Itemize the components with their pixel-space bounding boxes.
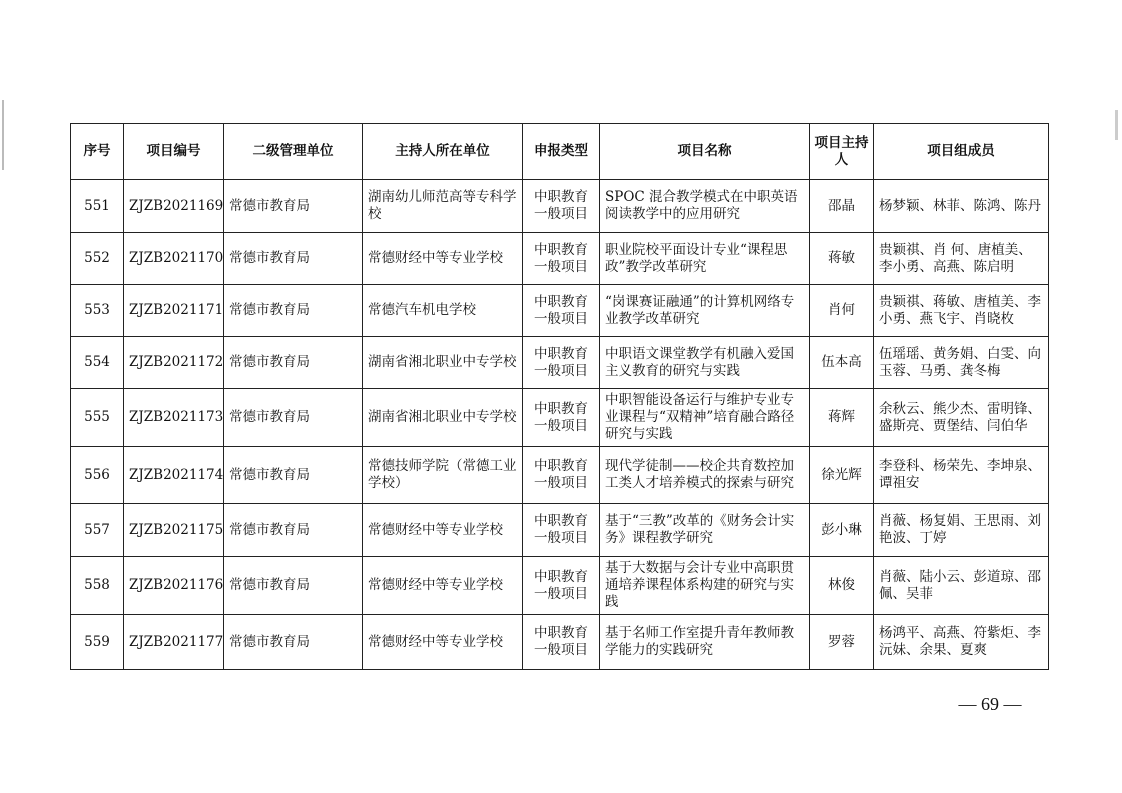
header-unit: 二级管理单位 — [224, 124, 363, 180]
cell-name: 中职语文课堂教学有机融入爱国主义教育的研究与实践 — [600, 337, 810, 389]
cell-seq: 556 — [71, 447, 124, 504]
cell-code: ZJZB2021169 — [124, 180, 224, 233]
cell-unit: 常德市教育局 — [224, 180, 363, 233]
cell-type: 中职教育一般项目 — [523, 557, 600, 615]
table-row — [71, 557, 1049, 615]
header-host: 项目主持人 — [810, 124, 874, 180]
cell-members: 肖薇、陆小云、彭道琼、邵佩、吴菲 — [874, 557, 1049, 615]
cell-name: 基于名师工作室提升青年教师教学能力的实践研究 — [600, 615, 810, 670]
cell-type: 中职教育一般项目 — [523, 285, 600, 337]
cell-host-unit: 湖南省湘北职业中专学校 — [363, 337, 523, 389]
cell-type: 中职教育一般项目 — [523, 615, 600, 670]
cell-host-unit: 湖南幼儿师范高等专科学校 — [363, 180, 523, 233]
cell-members: 李登科、杨荣先、李坤泉、谭祖安 — [874, 447, 1049, 504]
cell-name: 职业院校平面设计专业“课程思政”教学改革研究 — [600, 233, 810, 285]
cell-name: SPOC 混合教学模式在中职英语阅读教学中的应用研究 — [600, 180, 810, 233]
cell-code: ZJZB2021174 — [124, 447, 224, 504]
cell-host: 蒋辉 — [810, 389, 874, 447]
cell-host: 伍本高 — [810, 337, 874, 389]
table-row — [71, 233, 1049, 285]
cell-unit: 常德市教育局 — [224, 285, 363, 337]
cell-host-unit: 湖南省湘北职业中专学校 — [363, 389, 523, 447]
cell-members: 伍瑶瑶、黄务娟、白雯、向玉蓉、马勇、龚冬梅 — [874, 337, 1049, 389]
header-members: 项目组成员 — [874, 124, 1049, 180]
cell-host: 罗蓉 — [810, 615, 874, 670]
cell-host-unit: 常德财经中等专业学校 — [363, 615, 523, 670]
cell-type: 中职教育一般项目 — [523, 447, 600, 504]
cell-code: ZJZB2021177 — [124, 615, 224, 670]
cell-code: ZJZB2021171 — [124, 285, 224, 337]
cell-members: 杨鸿平、高燕、符紫炬、李沅妹、余果、夏爽 — [874, 615, 1049, 670]
cell-name: 现代学徒制——校企共育数控加工类人才培养模式的探索与研究 — [600, 447, 810, 504]
table-row — [71, 337, 1049, 389]
cell-code: ZJZB2021173 — [124, 389, 224, 447]
cell-members: 余秋云、熊少杰、雷明锋、盛斯亮、贾堡结、闫伯华 — [874, 389, 1049, 447]
table-row — [71, 389, 1049, 447]
scan-edge-mark — [1115, 110, 1118, 140]
cell-seq: 553 — [71, 285, 124, 337]
cell-members: 肖薇、杨复娟、王思雨、刘艳波、丁婷 — [874, 504, 1049, 557]
cell-seq: 554 — [71, 337, 124, 389]
table-row — [71, 504, 1049, 557]
cell-type: 中职教育一般项目 — [523, 337, 600, 389]
cell-host-unit: 常德技师学院（常德工业学校） — [363, 447, 523, 504]
cell-members: 贵颖祺、肖 何、唐植美、李小勇、高燕、陈启明 — [874, 233, 1049, 285]
cell-host-unit: 常德财经中等专业学校 — [363, 557, 523, 615]
cell-type: 中职教育一般项目 — [523, 389, 600, 447]
cell-type: 中职教育一般项目 — [523, 504, 600, 557]
header-name: 项目名称 — [600, 124, 810, 180]
cell-seq: 559 — [71, 615, 124, 670]
cell-seq: 551 — [71, 180, 124, 233]
cell-unit: 常德市教育局 — [224, 557, 363, 615]
cell-host-unit: 常德财经中等专业学校 — [363, 504, 523, 557]
cell-host: 邵晶 — [810, 180, 874, 233]
cell-unit: 常德市教育局 — [224, 337, 363, 389]
cell-host-unit: 常德汽车机电学校 — [363, 285, 523, 337]
cell-code: ZJZB2021175 — [124, 504, 224, 557]
header-code: 项目编号 — [124, 124, 224, 180]
cell-seq: 555 — [71, 389, 124, 447]
table-row — [71, 615, 1049, 670]
header-seq: 序号 — [71, 124, 124, 180]
table-header-row — [71, 124, 1049, 180]
cell-host: 彭小琳 — [810, 504, 874, 557]
cell-host: 林俊 — [810, 557, 874, 615]
cell-code: ZJZB2021176 — [124, 557, 224, 615]
cell-unit: 常德市教育局 — [224, 389, 363, 447]
cell-seq: 552 — [71, 233, 124, 285]
cell-members: 贵颖祺、蒋敏、唐植美、李小勇、燕飞宇、肖晓枚 — [874, 285, 1049, 337]
page-number: — 69 — — [958, 694, 1022, 714]
cell-name: 中职智能设备运行与维护专业专业课程与“双精神”培育融合路径研究与实践 — [600, 389, 810, 447]
cell-name: 基于大数据与会计专业中高职贯通培养课程体系构建的研究与实践 — [600, 557, 810, 615]
table-row — [71, 180, 1049, 233]
project-table — [70, 123, 1049, 670]
cell-host-unit: 常德财经中等专业学校 — [363, 233, 523, 285]
scan-edge-mark — [2, 100, 4, 170]
cell-code: ZJZB2021172 — [124, 337, 224, 389]
cell-unit: 常德市教育局 — [224, 447, 363, 504]
cell-host: 蒋敏 — [810, 233, 874, 285]
cell-seq: 558 — [71, 557, 124, 615]
table-row — [71, 447, 1049, 504]
cell-members: 杨梦颖、林菲、陈鸿、陈丹 — [874, 180, 1049, 233]
header-host-unit: 主持人所在单位 — [363, 124, 523, 180]
cell-code: ZJZB2021170 — [124, 233, 224, 285]
cell-name: “岗课赛证融通”的计算机网络专业教学改革研究 — [600, 285, 810, 337]
cell-host: 徐光辉 — [810, 447, 874, 504]
table-row — [71, 285, 1049, 337]
cell-host: 肖何 — [810, 285, 874, 337]
cell-type: 中职教育一般项目 — [523, 233, 600, 285]
cell-unit: 常德市教育局 — [224, 233, 363, 285]
cell-name: 基于“三教”改革的《财务会计实务》课程教学研究 — [600, 504, 810, 557]
table-body — [71, 180, 1049, 670]
cell-unit: 常德市教育局 — [224, 504, 363, 557]
cell-type: 中职教育一般项目 — [523, 180, 600, 233]
cell-unit: 常德市教育局 — [224, 615, 363, 670]
header-type: 申报类型 — [523, 124, 600, 180]
cell-seq: 557 — [71, 504, 124, 557]
